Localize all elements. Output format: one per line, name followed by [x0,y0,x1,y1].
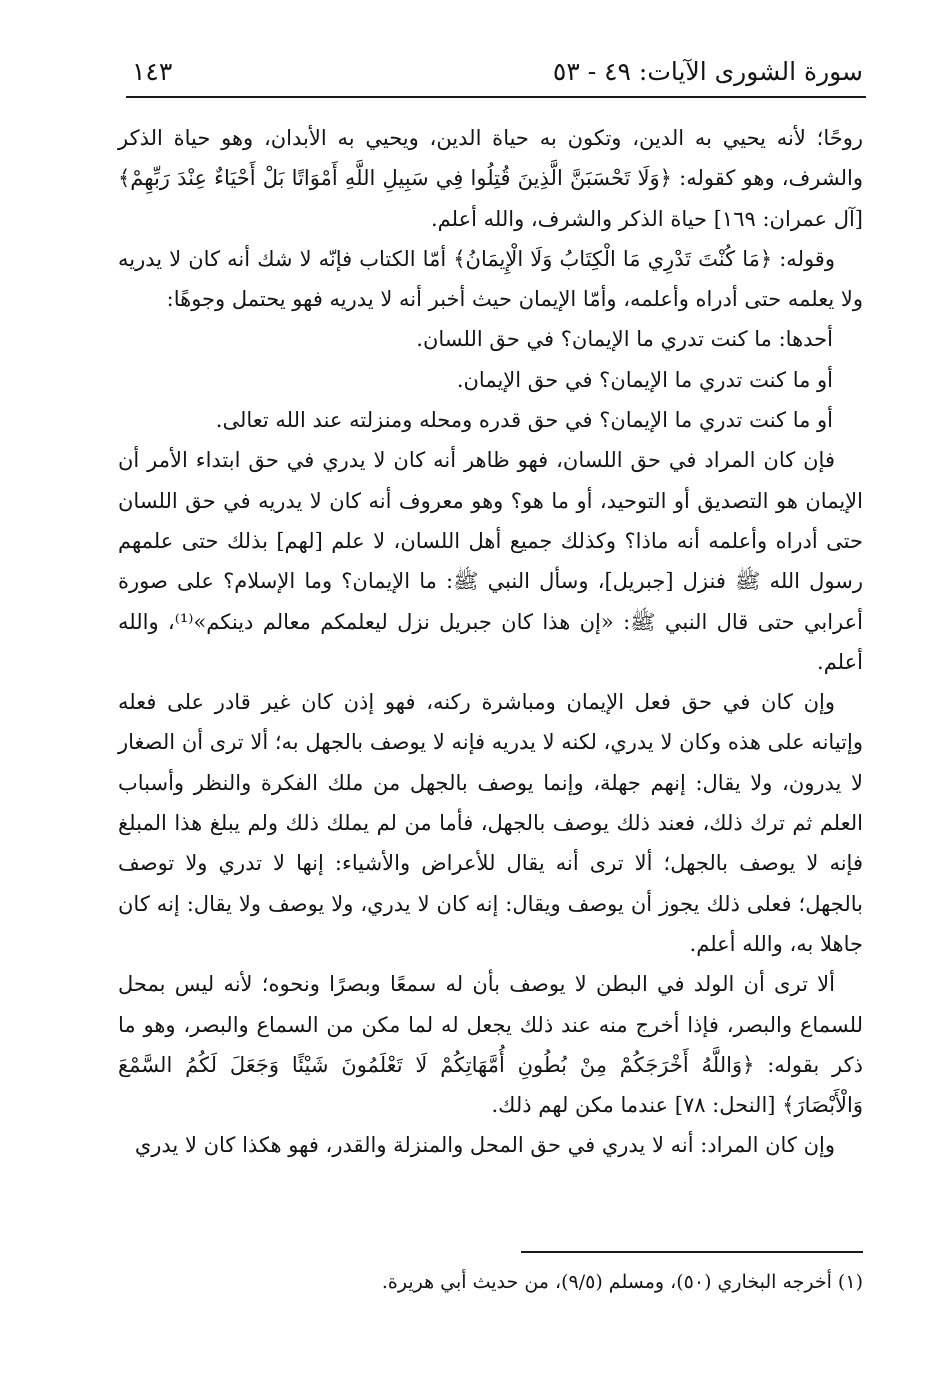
paragraph-5: أو ما كنت تدري ما الإيمان؟ في حق قدره ومحله ومنزلته عند الله تعالى. [215,408,833,433]
footnote: (١) أخرجه البخاري (٥٠)، ومسلم (٩/٥)، من حديث أبي هريرة. [381,1271,863,1293]
paragraph-3: أحدها: ما كنت تدري ما الإيمان؟ في حق اللسان. [416,327,833,352]
paragraph-9: وإن كان المراد: أنه لا يدري في حق المحل والمنزلة والقدر، فهو هكذا كان لا يدري [134,1133,835,1158]
paragraph-6: فإن كان المراد في حق اللسان، فهو ظاهر أنه كان لا يدري في حق ابتداء الأمر أن الإيمان هو التصديق أو التوحيد، أو ما هو؟ وهو معروف أنه كان لا يدريه في حق اللسان حتى أدراه وأعلمه أنه ماذا؟ وكذلك جميع أهل اللسان، لا علم [لهم] بذلك حتى علمهم رسول الله ﷺ فنزل [جبريل]، وسأل النبي ﷺ: ما الإيمان؟ وما الإسلام؟ على صورة أعرابي حتى قال النبي ﷺ: «إن هذا كان جبريل نزل ليعلمكم معالم دينكم»⁽¹⁾، والله أعلم. [118,448,863,674]
body-text [118,118,863,1166]
header-rule [126,96,866,98]
paragraph-4: أو ما كنت تدري ما الإيمان؟ في حق الإيمان. [456,367,833,392]
page-number: ١٤٣ [132,57,173,86]
paragraph-8: ألا ترى أن الولد في البطن لا يوصف بأن له سمعًا وبصرًا ونحوه؛ لأنه ليس بمحل للسماع والبصر، فإذا أخرج منه عند ذلك يجعل له لما مكن من السماع والبصر، وهو ما ذكر بقوله: ﴿وَاللَّهُ أَخْرَجَكُمْ مِنْ بُطُونِ أُمَّهَاتِكُمْ لَا تَعْلَمُونَ شَيْئًا وَجَعَلَ لَكُمُ السَّمْعَ وَالْأَبْصَارَ﴾ [النحل: ٧٨] عندما مكن لهم ذلك. [118,972,863,1118]
footnote-rule [521,1251,863,1253]
paragraph-2: وقوله: ﴿مَا كُنْتَ تَدْرِي مَا الْكِتَابُ وَلَا الْإِيمَانُ﴾ أمّا الكتاب فإنّه لا شك أنه كان لا يدريه ولا يعلمه حتى أدراه وأعلمه، وأمّا الإيمان حيث أخبر أنه لا يدريه فهو يحتمل وجوهًا: [118,246,863,312]
paragraph-7: وإن كان في حق فعل الإيمان ومباشرة ركنه، فهو إذن كان غير قادر على فعله وإتيانه على هذه وكان لا يدري، لكنه لا يدريه فإنه لا يوصف بالجهل به؛ ألا ترى أن الصغار لا يدرون، ولا يقال: إنهم جهلة، وإنما يوصف بالجهل من ملك الفكرة والنظر وأسباب العلم ثم ترك ذلك، فعند ذلك يوصف بالجهل، فأما من لم يملك ذلك ولم يبلغ هذا المبلغ فإنه لا يوصف بالجهل؛ ألا ترى أنه يقال للأعراض والأشياء: إنها لا تدري ولا توصف بالجهل؛ فعلى ذلك يجوز أن يوصف ويقال: إنه كان لا يدري، ولا يوصف ولا يقال: إنه كان جاهلا به، والله أعلم. [118,690,863,956]
paragraph-1: روحًا؛ لأنه يحيي به الدين، وتكون به حياة الدين، ويحيي به الأبدان، وهو حياة الذكر والشرف، وهو كقوله: ﴿وَلَا تَحْسَبَنَّ الَّذِينَ قُتِلُوا فِي سَبِيلِ اللَّهِ أَمْوَاتًا بَلْ أَحْيَاءٌ عِنْدَ رَبِّهِمْ﴾ [آل عمران: ١٦٩] حياة الذكر والشرف، والله أعلم. [118,126,863,231]
running-title: سورة الشورى الآيات: ٤٩ - ٥٣ [552,57,863,86]
